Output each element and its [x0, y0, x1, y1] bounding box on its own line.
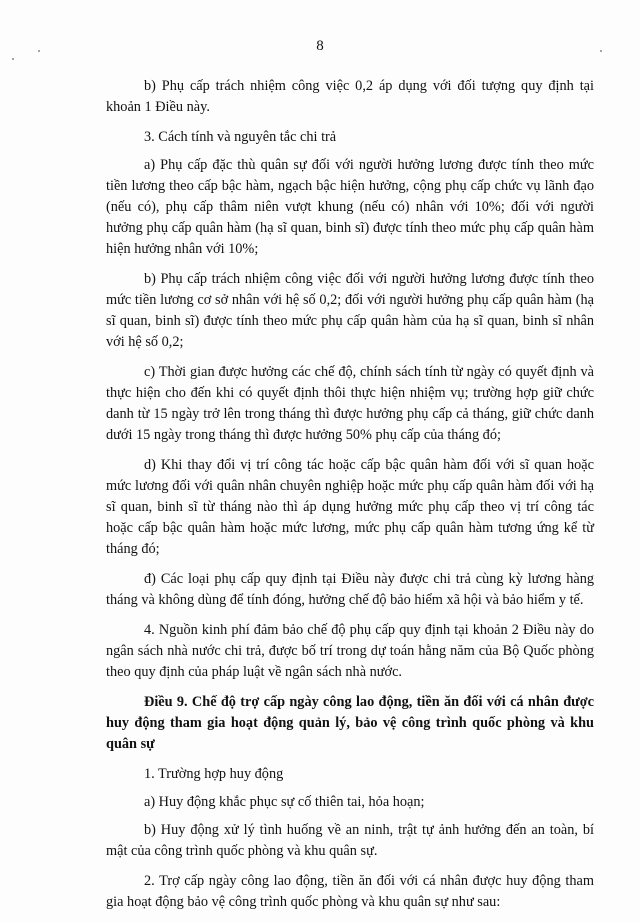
paragraph-3dd: đ) Các loại phụ cấp quy định tại Điều này được chi trả cùng kỳ lương hàng tháng và không dùng để tính đóng, hưởng chế độ bảo hiểm xã hội và bảo hiểm y tế.	[106, 571, 594, 608]
paragraph-2b-scope: b) Phụ cấp trách nhiệm công việc 0,2 áp dụng với đối tượng quy định tại khoản 1 Điều này.	[106, 78, 594, 115]
paragraph-3-title: 3. Cách tính và nguyên tắc chi trả	[144, 129, 337, 145]
paragraph-9-2: 2. Trợ cấp ngày công lao động, tiền ăn đối với cá nhân được huy động tham gia hoạt động bảo vệ công trình quốc phòng và khu quân sự như sau:	[106, 873, 594, 910]
article-9-heading: Điều 9. Chế độ trợ cấp ngày công lao động, tiền ăn đối với cá nhân được huy động tham gia hoạt động quản lý, bảo vệ công trình quốc phòng và khu quân sự	[106, 694, 594, 752]
scan-speck	[12, 58, 14, 60]
paragraph-9-1a: a) Huy động khắc phục sự cố thiên tai, hỏa hoạn;	[144, 794, 425, 810]
page-number: 8	[316, 38, 324, 54]
paragraph-4: 4. Nguồn kinh phí đảm bảo chế độ phụ cấp quy định tại khoản 2 Điều này do ngân sách nhà nước chi trả, được bố trí trong dự toán hằng năm của Bộ Quốc phòng theo quy định của pháp luật về ngân sách nhà nước.	[106, 622, 594, 680]
paragraph-9-1: 1. Trường hợp huy động	[144, 766, 284, 782]
paragraph-3d: d) Khi thay đổi vị trí công tác hoặc cấp bậc quân hàm đối với sĩ quan hoặc mức lương đối với quân nhân chuyên nghiệp hoặc mức phụ cấp quân hàm đối với hạ sĩ quan, binh sĩ từ tháng nào thì áp dụng hưởng mức phụ cấp theo vị trí công tác hoặc cấp bậc quân hàm hoặc mức lương, mức phụ cấp quân hàm tương ứng kể từ tháng đó;	[106, 457, 594, 557]
document-body	[106, 76, 594, 922]
paragraph-3a: a) Phụ cấp đặc thù quân sự đối với người hưởng lương được tính theo mức tiền lương theo cấp bậc hàm, ngạch bậc hiện hưởng, cộng phụ cấp chức vụ lãnh đạo (nếu có), phụ cấp thâm niên vượt khung (nếu có) nhân với 10%; đối với người hưởng phụ cấp quân hàm (hạ sĩ quan, binh sĩ) được tính theo mức phụ cấp quân hàm hiện hưởng nhân với 10%;	[106, 157, 594, 257]
paragraph-9-1b: b) Huy động xử lý tình huống về an ninh, trật tự ảnh hưởng đến an toàn, bí mật của công trình quốc phòng và khu quân sự.	[106, 822, 594, 859]
paragraph-3c: c) Thời gian được hưởng các chế độ, chính sách tính từ ngày có quyết định và thực hiện cho đến khi có quyết định thôi thực hiện nhiệm vụ; trường hợp giữ chức danh từ 15 ngày trở lên trong tháng thì được hưởng phụ cấp cả tháng, giữ chức danh dưới 15 ngày trong tháng thì được hưởng 50% phụ cấp của tháng đó;	[106, 364, 594, 443]
paragraph-3b: b) Phụ cấp trách nhiệm công việc đối với người hưởng lương được tính theo mức tiền lương cơ sở nhân với hệ số 0,2; đối với người hưởng phụ cấp quân hàm (hạ sĩ quan, binh sĩ) được tính theo mức phụ cấp quân hàm của hạ sĩ quan, binh sĩ nhân với hệ số 0,2;	[106, 271, 594, 350]
